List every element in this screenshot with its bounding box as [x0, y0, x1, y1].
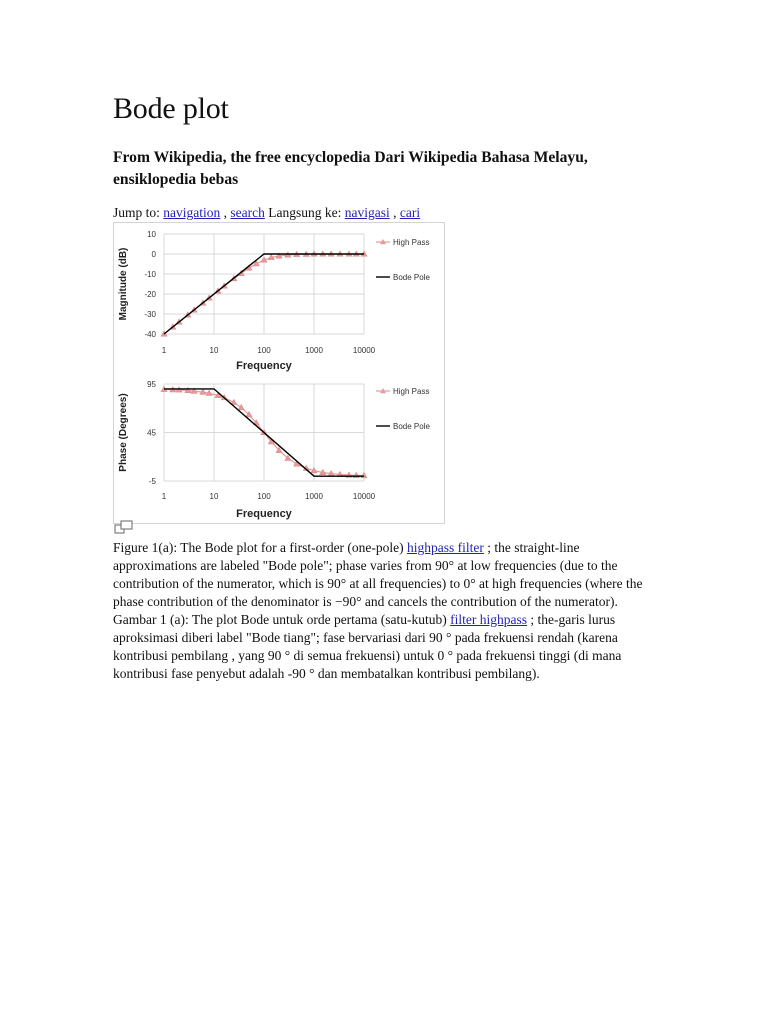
chart-0-legend-label: Bode Pole: [393, 273, 430, 282]
chart-1-ytick-label: 45: [147, 428, 156, 438]
chart-1-xtick-label: 10: [209, 492, 219, 501]
caption-text-2: ; the straight-line approximations are labeled "Bode pole"; phase varies from 90° at low frequencies (due to the contribution of the numerator, which is 90° at all frequencies) to 0° at high frequencies (where the phase contribution of the denominator is −90° and cancels the contribution of the numerator). Gambar 1 (a): The plot Bode untuk orde pertama (satu-kutub): [113, 540, 643, 627]
chart-0-xtick-label: 100: [257, 346, 271, 355]
chart-0-xtick-label: 1: [161, 346, 167, 355]
figure-caption: [113, 539, 658, 683]
caption-text-1: Figure 1(a): The Bode plot for a first-order (one-pole): [113, 540, 408, 555]
bode-plot-figure[interactable]: [113, 222, 445, 524]
navigasi-link[interactable]: navigasi: [344, 205, 390, 220]
chart-0-ytick-label: 0: [151, 250, 156, 259]
chart-1-legend-label: Bode Pole: [393, 422, 430, 431]
chart-0-legend-label: High Pass: [393, 238, 430, 247]
chart-0-ytick-label: 10: [147, 230, 156, 239]
chart-1-xtick-label: 1000: [305, 492, 323, 501]
chart-1-xtick-label: 10000: [352, 492, 376, 501]
cari-link[interactable]: cari: [399, 205, 421, 220]
caption-text-3: ; the-garis lurus aproksimasi diberi label "Bode tiang"; fase bervariasi dari 90 ° pada frekuensi rendah (karena kontribusi pembilang , yang 90 ° di semua frekuensi) untuk 0 ° pada frekuensi tinggi (di mana kontribusi fase penyebut adalah -90 ° dan membatalkan kontribusi pembilang).: [113, 612, 622, 681]
highpass-filter-link[interactable]: highpass filter: [407, 540, 484, 555]
chart-0-ytick-label: -20: [144, 290, 156, 299]
search-link[interactable]: search: [230, 205, 265, 220]
chart-1-high-pass-point: [238, 405, 244, 410]
chart-0-ytick-label: -40: [144, 330, 156, 339]
chart-1-legend-label: High Pass: [393, 387, 430, 396]
bode-plot-charts: [114, 223, 444, 523]
chart-1-xtick-label: 100: [257, 492, 271, 501]
jump-prefix: Jump to:: [113, 205, 164, 220]
jump-separator: ,: [389, 205, 400, 220]
chart-0-ytick-label: -10: [144, 270, 156, 279]
chart-0-xtick-label: 10000: [352, 346, 376, 355]
chart-0-xtick-label: 10: [209, 346, 219, 355]
jump-links: [113, 205, 420, 221]
chart-1-xtick-label: 1: [161, 492, 167, 501]
chart-0-ytick-label: -30: [144, 310, 156, 319]
page-subtitle: From Wikipedia, the free encyclopedia Dari Wikipedia Bahasa Melayu, ensiklopedia bebas: [113, 149, 588, 188]
page-title: Bode plot: [113, 92, 229, 125]
navigation-link[interactable]: navigation: [163, 205, 221, 220]
filter-highpass-link[interactable]: filter highpass: [450, 612, 528, 627]
chart-1-xlabel: Frequency: [236, 508, 292, 520]
chart-1-ylabel: Phase (Degrees): [118, 393, 129, 472]
jump-middle-text: Langsung ke:: [264, 205, 345, 220]
chart-0-xlabel: Frequency: [236, 360, 292, 372]
chart-1-ytick-label: -5: [148, 477, 156, 486]
chart-0-ylabel: Magnitude (dB): [118, 247, 129, 321]
enlarge-icon[interactable]: [114, 520, 134, 534]
chart-0-xtick-label: 1000: [305, 346, 323, 355]
chart-1-ytick-label: 95: [147, 380, 156, 389]
jump-separator: ,: [220, 205, 231, 220]
